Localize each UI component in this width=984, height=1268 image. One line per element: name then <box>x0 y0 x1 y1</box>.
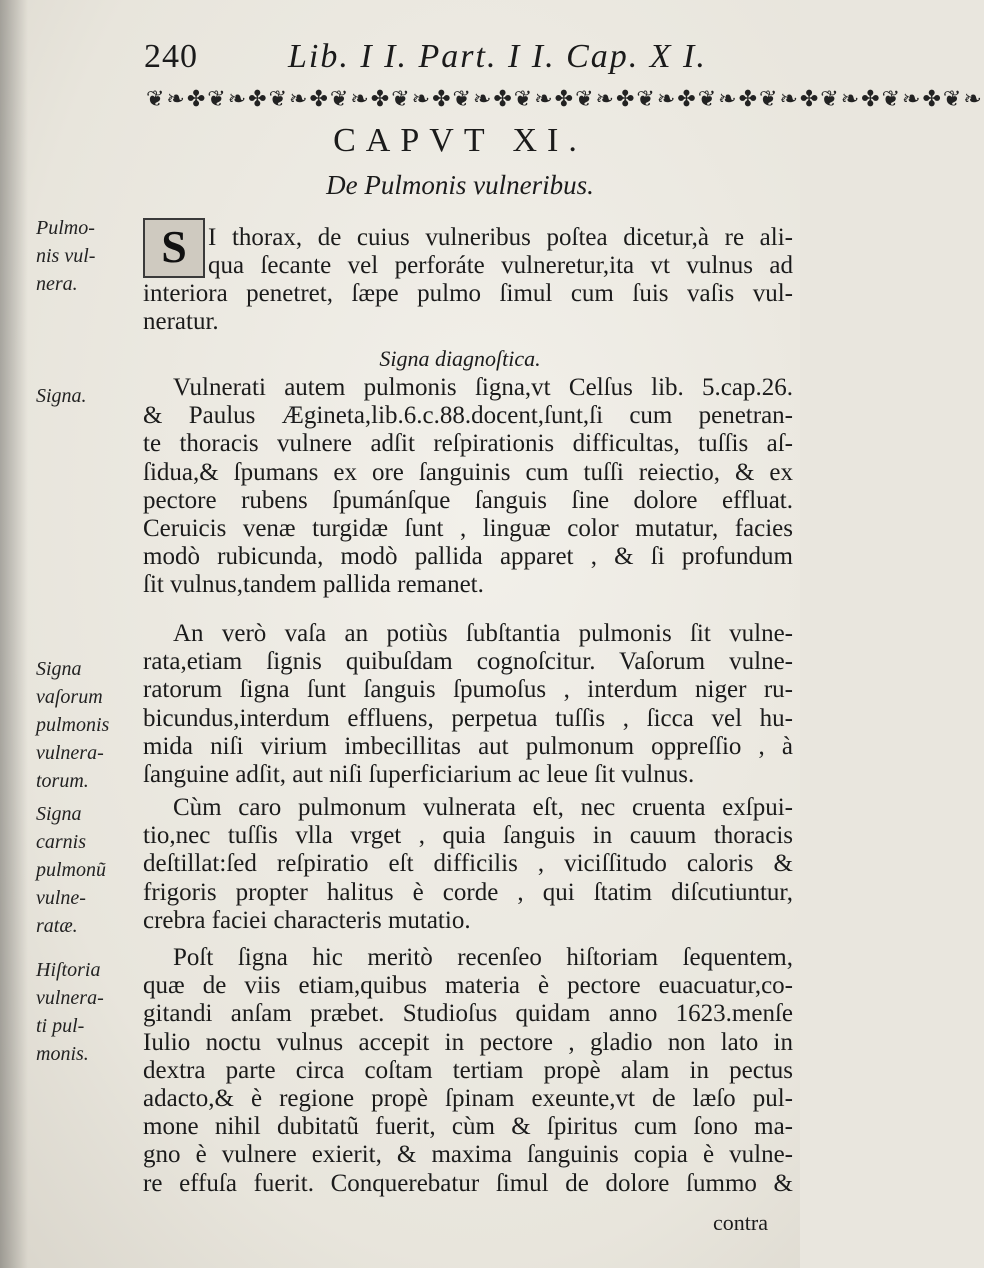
paragraph-2 <box>143 374 793 600</box>
margin-note-pulmonis-vulnera: Pulmo- nis vul- nera. <box>36 217 96 295</box>
text-line: adacto,& è regione propè ſpinam exeunte,vt de læſo pul- <box>143 1085 793 1113</box>
text-line: Poſt ſigna hic meritò recenſeo hiſtoriam ſequentem, <box>173 944 793 971</box>
paragraph-1-top <box>208 224 793 280</box>
text-line: frigoris propter halitus è corde , qui ſtatim diſcutiuntur, <box>143 878 793 906</box>
running-title: Lib. I I. Part. I I. Cap. X I. <box>288 38 707 75</box>
text-line: mida niſi virium imbecillitas aut pulmonum oppreſſio , à <box>143 732 793 760</box>
text-line: Iulio noctu vulnus accepit in pectore , gladio non lato in <box>143 1028 793 1056</box>
text-line: gno è vulnere exierit, & maxima ſanguinis copia è vulne- <box>143 1141 793 1169</box>
text-line: & Paulus Ægineta,lib.6.c.88.docent,ſunt,ſi cum penetran- <box>143 402 793 430</box>
paragraph-3 <box>143 620 793 789</box>
ornamental-rule: ❦❧✤❦❧✤❦❧✤❦❧✤❦❧✤❦❧✤❦❧✤❦❧✤❦❧✤❦❧✤❦❧✤❦❧✤❦❧✤❦❧ <box>146 86 984 111</box>
text-line: ſanguine adſit, aut niſi ſuperficiarium ac leue ſit vulnus. <box>143 761 695 789</box>
text-line: Cùm caro pulmonum vulnerata eſt, nec cruenta exſpui- <box>173 794 793 821</box>
text-line: quæ de viis etiam,quibus materia è pectore euacuatur,co- <box>143 972 793 1000</box>
text-line: tio,nec tuſſis vlla vrget , quia ſanguis in cauum thoracis <box>143 822 793 850</box>
text-line: I thorax, de cuius vulneribus poſtea dicetur,à re ali- <box>208 224 793 251</box>
text-line: ratorum ſigna ſunt ſanguis ſpumoſus , interdum niger ru- <box>143 676 793 704</box>
page-number: 240 <box>144 38 198 75</box>
text-line: An verò vaſa an potiùs ſubſtantia pulmonis ſit vulne- <box>173 620 793 647</box>
text-line: ſit vulnus,tandem pallida remanet. <box>143 571 484 599</box>
text-line: rata,etiam ſignis quibuſdam cognoſcitur. Vaſorum vulne- <box>143 648 793 676</box>
margin-note-signa: Signa. <box>36 385 87 407</box>
margin-note-signa-carnis: Signa carnis pulmonũ vulne- ratæ. <box>36 803 106 937</box>
text-line: mone nihil dubitatũ fuerit, cùm & ſpiritus cum ſono ma- <box>143 1113 793 1141</box>
text-line: te thoracis vulnere adſit reſpirationis difficultas, tuſſis aſ- <box>143 430 793 458</box>
text-line: Ceruicis venæ turgidæ ſunt , linguæ color mutatur, facies <box>143 515 793 543</box>
text-line: qua ſecante vel perforáte vulneretur,ita vt vulnus ad <box>208 252 793 280</box>
paragraph-1-rest <box>143 280 793 336</box>
text-line: neratur. <box>143 308 219 336</box>
text-line: ſidua,& ſpumans ex ore ſanguinis cum tuſſi reiectio, & ex <box>143 458 793 486</box>
text-line: interiora penetret, ſæpe pulmo ſimul cum ſuis vaſis vul- <box>143 280 793 307</box>
decorated-initial: S <box>143 218 205 278</box>
spine-shadow <box>0 0 28 1268</box>
paragraph-5 <box>143 944 793 1198</box>
text-line: gitandi anſam præbet. Studioſus quidam anno 1623.menſe <box>143 1000 793 1028</box>
chapter-title: CAPVT XI. <box>333 122 587 159</box>
text-line: pectore rubens ſpumánſque ſanguis ſine dolore effluat. <box>143 486 793 514</box>
text-line: crebra faciei characteris mutatio. <box>143 906 471 934</box>
text-line: Vulnerati autem pulmonis ſigna,vt Celſus lib. 5.cap.26. <box>173 374 793 401</box>
running-head <box>140 34 780 84</box>
paragraph-4 <box>143 794 793 935</box>
catchword: contra <box>713 1210 768 1235</box>
margin-note-historia: Hiſtoria vulnera- ti pul- monis. <box>36 959 104 1065</box>
text-line: dextra parte circa coſtam tertiam propè alam in pectus <box>143 1056 793 1084</box>
text-line: bicundus,interdum effluens, perpetua tuſſis , ſicca vel hu- <box>143 704 793 732</box>
text-line: modò rubicunda, modò pallida apparet , & ſi profundum <box>143 543 793 571</box>
text-line: re effuſa fuerit. Conquerebatur ſimul de dolore ſummo & <box>143 1169 793 1197</box>
text-line: deſtillat:ſed reſpiratio eſt difficilis , viciſſitudo caloris & <box>143 850 793 878</box>
chapter-subtitle: De Pulmonis vulneribus. <box>326 170 594 200</box>
margin-note-signa-vasorum: Signa vaſorum pulmonis vulnera- torum. <box>36 658 110 792</box>
section-heading: Signa diagnoſtica. <box>379 346 541 371</box>
